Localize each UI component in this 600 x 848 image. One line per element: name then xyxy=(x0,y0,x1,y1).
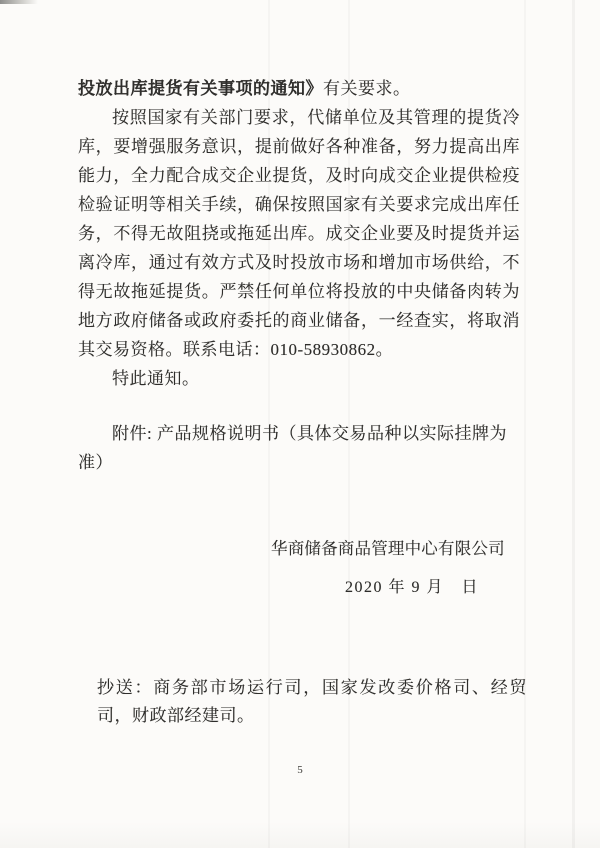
scan-corner-artifact xyxy=(0,0,38,4)
scan-bottom-shading xyxy=(0,822,600,848)
closing-line: 特此通知。 xyxy=(112,369,200,388)
signature-organization: 华商储备商品管理中心有限公司 xyxy=(271,539,505,558)
main-paragraph: 按照国家有关部门要求，代储单位及其管理的提货冷库，要增强服务意识，提前做好各种准备，努力提高出库能力，全力配合成交企业提货，及时向成交企业提供检疫检验证明等相关手续，确保按照国家有关要求完成出库任务，不得无故阻挠或拖延出库。成交企业要及时提货并运离冷库，通过有效方式及时投放市场和增加市场供给，不得无故拖延提货。严禁任何单位将投放的中央储备肉转为地方政府储备或政府委托的商业储备，一经查实，将取消其交易资格。联系电话：010-58930862。 xyxy=(78,108,520,359)
document-body xyxy=(78,74,527,730)
signature-date: 2020 年 9 月 日 xyxy=(345,579,480,596)
page-number: 5 xyxy=(297,764,303,776)
cc-line: 抄送：商务部市场运行司，国家发改委价格司、经贸司，财政部经建司。 xyxy=(97,678,527,725)
referenced-notice-title: 投放出库提货有关事项的通知》 xyxy=(78,79,323,98)
continuation-text: 有关要求。 xyxy=(323,79,411,98)
scan-streak xyxy=(572,0,575,848)
attachment-line: 附件: 产品规格说明书（具体交易品种以实际挂牌为准） xyxy=(78,424,507,472)
continuation-line xyxy=(78,74,520,103)
